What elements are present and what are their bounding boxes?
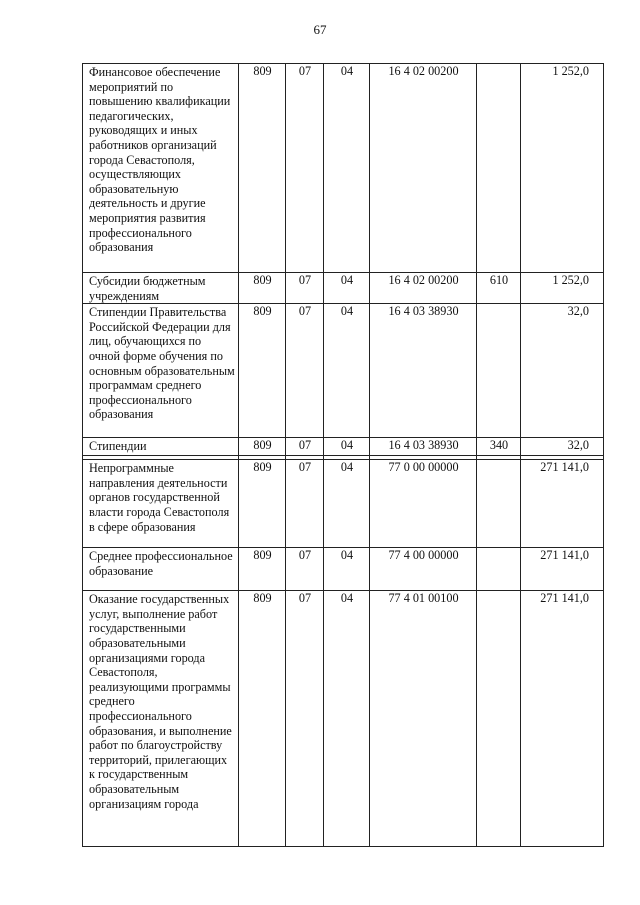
row-name: Стипендии [83,438,239,456]
amount: 271 141,0 [521,548,604,591]
section-code: 07 [286,548,324,591]
subsection-code: 04 [324,304,370,438]
expense-type-code [477,304,521,438]
ministry-code: 809 [239,438,286,456]
ministry-code: 809 [239,591,286,847]
ministry-code: 809 [239,548,286,591]
target-code: 16 4 02 00200 [370,273,477,304]
amount: 32,0 [521,438,604,456]
row-name: Финансовое обеспечение мероприятий по повышению квалификации педагогических, руководящих и иных работников организаций города Севастополя, осуществляющих образовательную деятельность и другие мероприятия развития профессионального образования [83,64,239,273]
section-code: 07 [286,460,324,548]
target-code: 77 4 01 00100 [370,591,477,847]
row-name: Непрограммные направления деятельности органов государственной власти города Севастополя в сфере образования [83,460,239,548]
subsection-code: 04 [324,548,370,591]
subsection-code: 04 [324,273,370,304]
target-code: 77 4 00 00000 [370,548,477,591]
target-code: 77 0 00 00000 [370,460,477,548]
table-row [83,64,604,273]
amount: 1 252,0 [521,273,604,304]
expense-type-code [477,460,521,548]
expense-type-code: 340 [477,438,521,456]
table-row [83,591,604,847]
table-row [83,304,604,438]
row-name: Среднее профессиональное образование [83,548,239,591]
amount: 32,0 [521,304,604,438]
target-code: 16 4 03 38930 [370,438,477,456]
table-row [83,548,604,591]
ministry-code: 809 [239,460,286,548]
section-code: 07 [286,591,324,847]
table-row [83,273,604,304]
target-code: 16 4 02 00200 [370,64,477,273]
expense-type-code [477,591,521,847]
row-name: Стипендии Правительства Российской Федерации для лиц, обучающихся по очной форме обучения по основным образовательным программам среднего профессионального образования [83,304,239,438]
section-code: 07 [286,64,324,273]
subsection-code: 04 [324,64,370,273]
ministry-code: 809 [239,64,286,273]
section-code: 07 [286,273,324,304]
subsection-code: 04 [324,438,370,456]
section-code: 07 [286,304,324,438]
page-number: 67 [313,22,327,37]
subsection-code: 04 [324,591,370,847]
amount: 271 141,0 [521,460,604,548]
section-code: 07 [286,438,324,456]
amount: 271 141,0 [521,591,604,847]
subsection-code: 04 [324,460,370,548]
row-name: Оказание государственных услуг, выполнение работ государственными образовательными организациями города Севастополя, реализующими программы среднего профессионального образования, и выполнение работ по благоустройству территорий, прилегающих к государственным образовательным организациям города [83,591,239,847]
expense-type-code: 610 [477,273,521,304]
table-row [83,460,604,548]
expense-type-code [477,64,521,273]
ministry-code: 809 [239,304,286,438]
budget-table [82,63,604,847]
amount: 1 252,0 [521,64,604,273]
expense-type-code [477,548,521,591]
ministry-code: 809 [239,273,286,304]
target-code: 16 4 03 38930 [370,304,477,438]
row-name: Субсидии бюджетным учреждениям [83,273,239,304]
table-row [83,438,604,456]
